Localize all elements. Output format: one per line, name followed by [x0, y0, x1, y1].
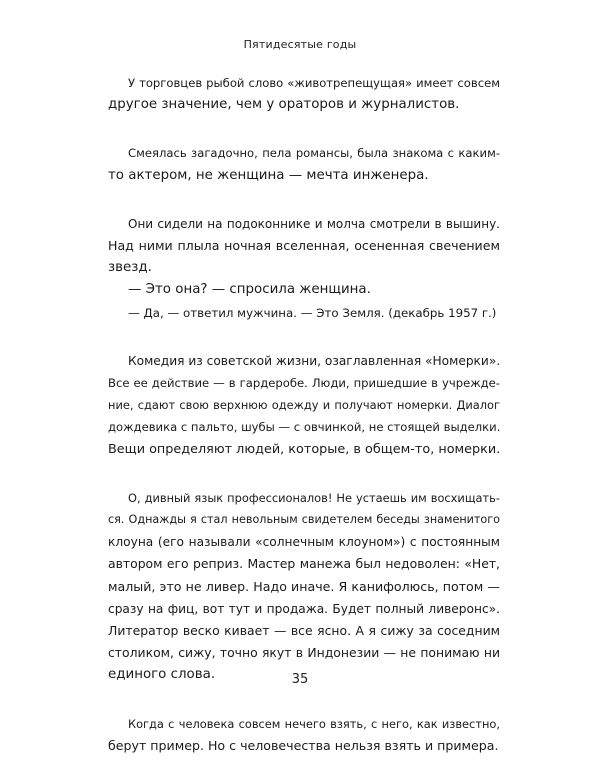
- text-line: то актером, не женщина — мечта инженера.: [108, 167, 429, 183]
- text-line: автором его реприз. Мастер манежа был недоволен: «Нет,: [108, 556, 500, 572]
- running-head: Пятидесятые годы: [243, 38, 357, 51]
- paragraph-romances: [108, 142, 500, 186]
- text-line: малый, это не ливер. Надо иначе. Я канифолюсь, потом —: [108, 578, 500, 594]
- paragraph-example: [108, 713, 500, 757]
- text-line: ние, сдают свою верхнюю одежду и получают номерки. Диалог: [108, 398, 500, 413]
- text-line: берут пример. Но с человечества нельзя взять и примера.: [108, 737, 499, 753]
- text-line: Они сидели на подоконнике и молча смотрели в вышину.: [128, 216, 500, 231]
- text-line: ся. Однажды я стал невольным свидетелем беседы знаменитого: [108, 513, 500, 527]
- text-line: другое значение, чем у ораторов и журналистов.: [108, 97, 460, 113]
- text-line: Смеялась загадочно, пела романсы, была знакома с каким-: [128, 146, 500, 161]
- paragraph-fish-traders: [108, 72, 500, 116]
- paragraph-professionals: [108, 487, 500, 687]
- text-line: сразу на фиц, вот тут и продажа. Будет полный ливеронс».: [108, 601, 500, 616]
- text-line: Вещи определяют людей, которые, в общем-то, номерки.: [108, 441, 501, 457]
- text-line: Литератор веско кивает — все ясно. А я сижу за соседним: [108, 623, 500, 639]
- text-line: Комедия из советской жизни, озаглавленная «Номерки».: [128, 353, 501, 368]
- dialogue-line: — Это она? — спросила женщина.: [128, 282, 371, 298]
- text-line: столиком, сижу, точно якут в Индонезии — не понимаю ни: [108, 645, 500, 661]
- text-line: единого слова.: [108, 667, 216, 683]
- text-line: дождевика с пальто, шубы — с овчинкой, не стоящей выделки.: [108, 420, 501, 435]
- dialogue-line: — Да, — ответил мужчина. — Это Земля. (декабрь 1957 г.): [128, 305, 497, 320]
- page-number: 35: [291, 672, 309, 687]
- paragraph-windowsill: [108, 213, 500, 324]
- text-line: О, дивный язык профессионалов! Не устаешь им восхищать-: [128, 490, 500, 505]
- text-line: клоуна (его называли «солнечным клоуном») с постоянным: [108, 535, 500, 550]
- text-line: У торговцев рыбой слово «животрепещущая» имеет совсем: [128, 76, 500, 90]
- text-line: Все ее действие — в гардеробе. Люди, пришедшие в учрежде-: [108, 376, 500, 391]
- text-line: Над ними плыла ночная вселенная, осененная свечением: [108, 238, 500, 254]
- text-line: Когда с человека совсем нечего взять, с него, как известно,: [128, 716, 500, 731]
- text-line: звезд.: [108, 260, 152, 276]
- paragraph-nomerki: [108, 350, 500, 461]
